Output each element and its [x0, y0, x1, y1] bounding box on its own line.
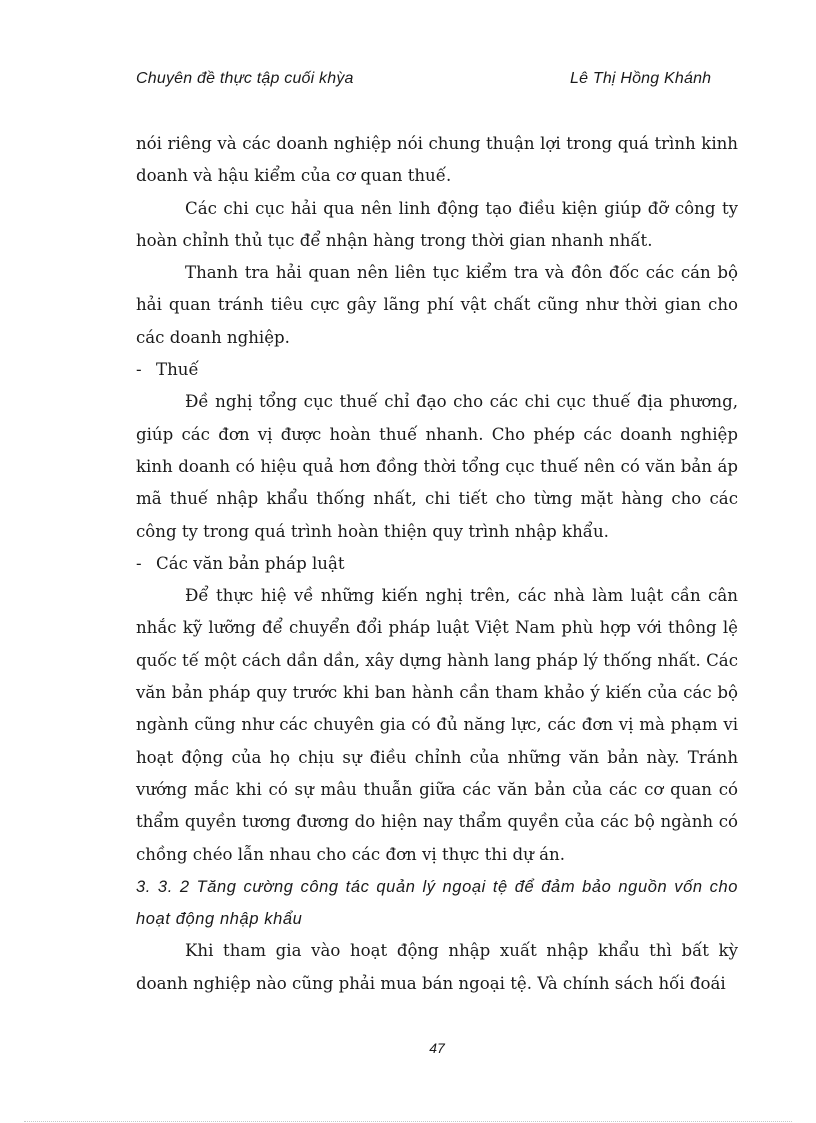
header-author-name: Lê Thị Hồng Khánh — [570, 70, 712, 87]
body-text — [136, 128, 738, 1000]
header-document-title: Chuyên đề thực tập cuối khỳa — [136, 70, 354, 87]
bullet-legal-documents — [136, 548, 738, 580]
paragraph-foreign-currency: Khi tham gia vào hoạt động nhập xuất nhập khẩu thì bất kỳ doanh nghiệp nào cũng phải mua bán ngoại tệ. Và chính sách hối đoái — [136, 941, 738, 993]
paragraph-customs-inspection: Thanh tra hải quan nên liên tục kiểm tra và đôn đốc các cán bộ hải quan tránh tiêu cực gây lãng phí vật chất cũng như thời gian cho các doanh nghiệp. — [136, 263, 738, 347]
paragraph-customs-branches: Các chi cục hải qua nên linh động tạo điều kiện giúp đỡ công ty hoàn chỉnh thủ tục để nhận hàng trong thời gian nhanh nhất. — [136, 198, 738, 250]
bullet-dash: - — [136, 360, 142, 380]
running-header — [136, 70, 724, 94]
bullet-label: Thuế — [156, 360, 199, 380]
section-heading: 3. 3. 2 Tăng cường công tác quản lý ngoại tệ để đảm bảo nguồn vốn cho hoạt động nhập khẩu — [136, 877, 738, 929]
bullet-label: Các văn bản pháp luật — [156, 553, 345, 573]
bullet-dash: - — [136, 553, 142, 573]
page-number: 47 — [429, 1040, 445, 1056]
paragraph-legal-documents: Để thực hiệ về những kiến nghị trên, các nhà làm luật cần cân nhắc kỹ lưỡng để chuyển đổi pháp luật Việt Nam phù hợp với thông lệ quốc tế một cách dần dần, xây dựng hành lang pháp lý thống nhất. Các văn bản pháp quy trước khi ban hành cần tham khảo ý kiến của các bộ ngành cũng như các chuyên gia có đủ năng lực, các đơn vị mà phạm vi hoạt động của họ chịu sự điều chỉnh của những văn bản này. Tránh vướng mắc khi có sự mâu thuẫn giữa các văn bản của các cơ quan có thẩm quyền tương đương do hiện nay thẩm quyền của các bộ ngành có chồng chéo lẫn nhau cho các đơn vị thực thi dự án. — [136, 586, 738, 864]
page-bottom-divider — [24, 1121, 792, 1122]
paragraph-tax: Đề nghị tổng cục thuế chỉ đạo cho các chi cục thuế địa phương, giúp các đơn vị được hoàn thuế nhanh. Cho phép các doanh nghiệp kinh doanh có hiệu quả hơn đồng thời tổng cục thuế nên có văn bản áp mã thuế nhập khẩu thống nhất, chi tiết cho từng mặt hàng cho các công ty trong quá trình hoàn thiện quy trình nhập khẩu. — [136, 392, 738, 541]
bullet-tax — [136, 354, 738, 386]
paragraph-continuation: nói riêng và các doanh nghiệp nói chung thuận lợi trong quá trình kinh doanh và hậu kiểm của cơ quan thuế. — [136, 134, 738, 186]
